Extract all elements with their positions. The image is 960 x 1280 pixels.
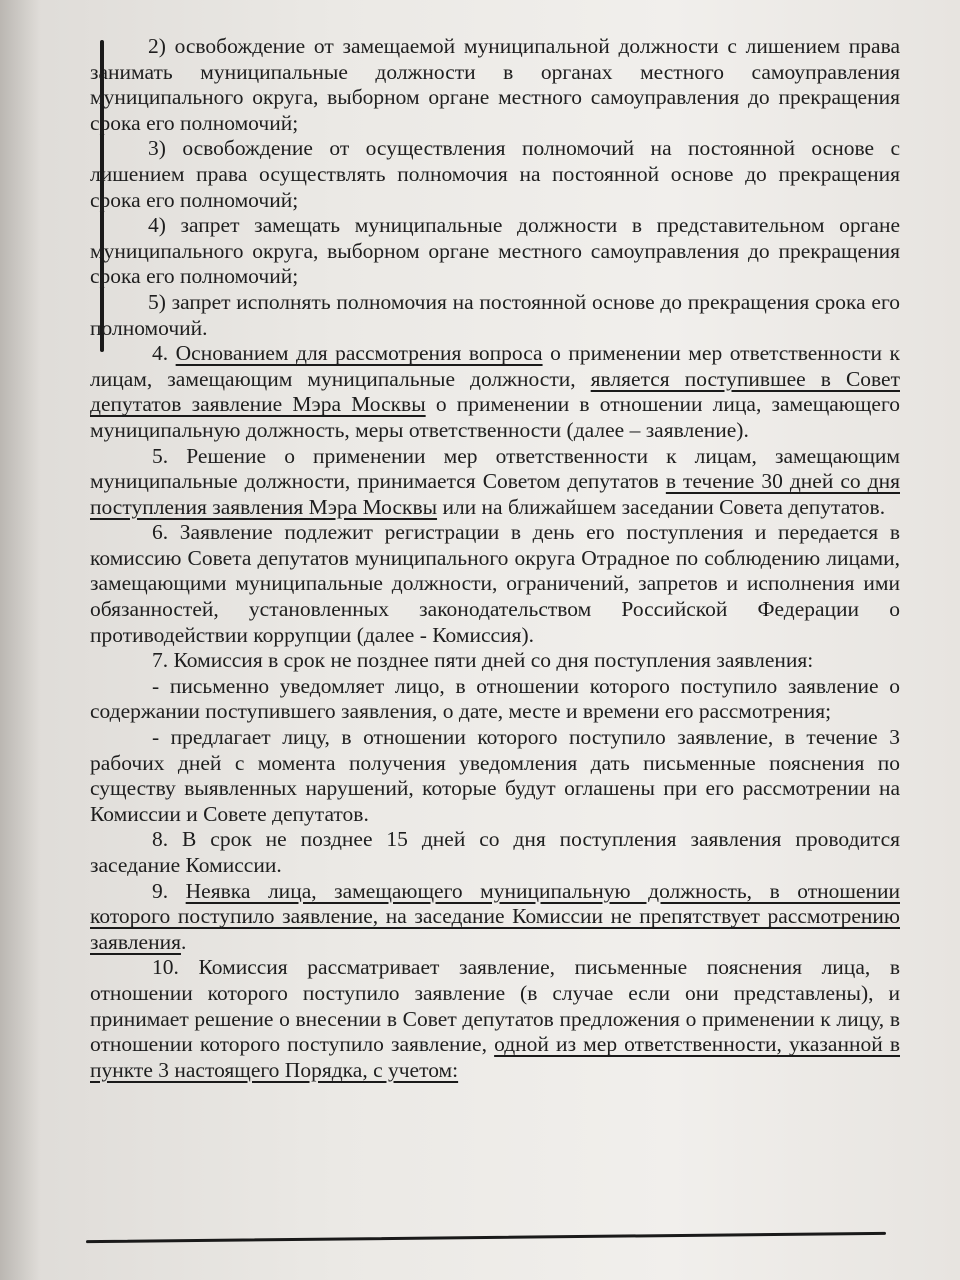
item-3: 3) освобождение от осуществления полномочий на постоянной основе с лишением права осуществлять полномочия на постоянной основе до прекращения срока его полномочий; <box>90 136 900 212</box>
underlined-text: Неявка лица, замещающего муниципальную должность, в отношении которого поступило заявление, на заседание Комиссии не препятствует рассмотрению заявления <box>90 878 900 954</box>
clause-8: 8. В срок не позднее 15 дней со дня поступления заявления проводится заседание Комиссии. <box>90 827 900 877</box>
clause-7-bullet-b: - предлагает лицу, в отношении которого поступило заявление, в течение 3 рабочих дней с момента получения уведомления дать письменные пояснения по существу выявленных нарушений, которые будут оглашены при его рассмотрении на Комиссии и Совете депутатов. <box>90 725 900 826</box>
clause-5: 5. Решение о применении мер ответственности к лицам, замещающим муниципальные должности, принимается Советом депутатов в течение 30 дней со дня поступления заявления Мэра Москвы или на ближайшем заседании Совета депутатов. <box>90 443 900 519</box>
page-edge-shadow <box>0 0 40 1280</box>
item-5: 5) запрет исполнять полномочия на постоянной основе до прекращения срока его полномочий. <box>90 289 900 340</box>
sub-items-block <box>90 34 900 341</box>
underlined-text: в течение 30 дней со дня поступления заявления Мэра Москвы <box>90 469 900 519</box>
clause-7: 7. Комиссия в срок не позднее пяти дней со дня поступления заявления: <box>152 648 814 673</box>
underlined-text: одной из мер ответственности, указанной в пункте 3 настоящего Порядка, с учетом: <box>90 1032 900 1082</box>
clause-6: 6. Заявление подлежит регистрации в день его поступления и передается в комиссию Совета депутатов муниципального округа Отрадное по соблюдению лицами, замещающими муниципальные должности, ограничений, запретов и исполнения ими обязанностей, установленных законодательством Российской Федерации о противодействии коррупции (далее - Комиссия). <box>90 520 900 647</box>
clause-9: 9. Неявка лица, замещающего муниципальную должность, в отношении которого поступило заявление, на заседание Комиссии не препятствует рассмотрению заявления. <box>90 878 900 954</box>
clause-4: 4. Основанием для рассмотрения вопроса о применении мер ответственности к лицам, замещающим муниципальные должности, является поступившее в Совет депутатов заявление Мэра Москвы о применении в отношении лица, замещающего муниципальную должность, меры ответственности (далее – заявление). <box>90 341 900 442</box>
handwritten-underline-stroke <box>86 1232 886 1243</box>
clause-7-bullet-a: - письменно уведомляет лицо, в отношении которого поступило заявление о содержании поступившего заявления, о дате, месте и времени его рассмотрения; <box>90 673 900 724</box>
underlined-text: является поступившее в Совет депутатов заявление Мэра Москвы <box>90 366 900 417</box>
item-4: 4) запрет замещать муниципальные должности в представительном органе муниципального округа, выборном органе местного самоуправления до прекращения срока его полномочий; <box>90 213 900 289</box>
clause-10: 10. Комиссия рассматривает заявление, письменные пояснения лица, в отношении которого поступило заявление (в случае если они представлены), и принимает решение о внесении в Совет депутатов предложения о применении к лицу, в отношении которого поступило заявление, одной из мер ответственности, указанной в пункте 3 настоящего Порядка, с учетом: <box>90 955 900 1082</box>
item-2: 2) освобождение от замещаемой муниципальной должности с лишением права занимать муниципальные должности в органах местного самоуправления муниципального округа, выборном органе местного самоуправления до прекращения срока его полномочий; <box>90 34 900 135</box>
document-text <box>90 34 900 1083</box>
underlined-text: Основанием для рассмотрения вопроса <box>175 341 543 366</box>
